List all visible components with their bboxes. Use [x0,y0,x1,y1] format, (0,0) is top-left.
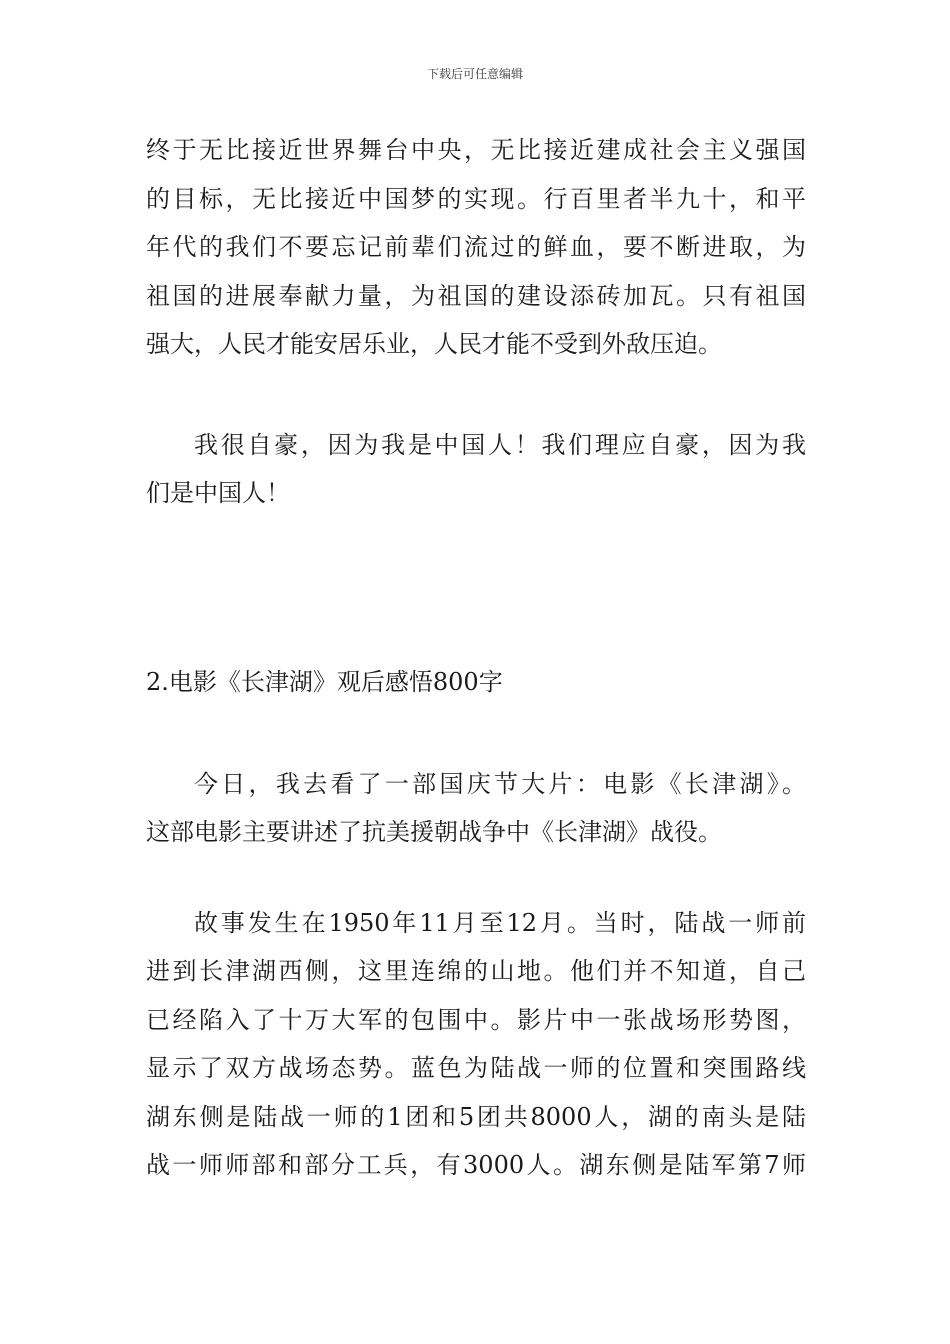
paragraph-2 [146,421,806,518]
paragraph-3 [146,760,806,857]
text-line: 战一师师部和部分工兵，有3000人。湖东侧是陆军第7师 [146,1151,806,1179]
text-line: 祖国的进展奉献力量，为祖国的建设添砖加瓦。只有祖国 [146,281,806,310]
text-line: 显示了双方战场态势。蓝色为陆战一师的位置和突围路线 [146,1054,806,1082]
section-spacer [146,518,806,658]
text-line: 已经陷入了十万大军的包围中。影片中一张战场形势图， [146,1005,806,1034]
text-line: 年代的我们不要忘记前辈们流过的鲜血，要不断进取，为 [146,233,806,261]
text-line: 故事发生在1950年11月至12月。当时，陆战一师前 [194,908,806,937]
text-line: 的目标，无比接近中国梦的实现。行百里者半九十，和平 [146,184,806,213]
text-line: 进到长津湖西侧，这里连绵的山地。他们并不知道，自己 [146,957,806,985]
page-header-note: 下载后可任意编辑 [426,67,523,81]
paragraph-1 [146,126,806,369]
text-line: 强大，人民才能安居乐业，人民才能不受到外敌压迫。 [146,330,722,358]
document-body [146,126,806,1190]
text-line: 这部电影主要讲述了抗美援朝战争中《长津湖》战役。 [146,818,722,846]
section-title: 2.电影《长津湖》观后感悟800字 [146,667,503,696]
paragraph-4 [146,899,806,1190]
paragraph-spacer [146,369,806,421]
text-line: 我很自豪，因为我是中国人！我们理应自豪，因为我 [194,430,806,459]
paragraph-spacer [146,857,806,899]
text-line: 们是中国人！ [146,479,290,507]
text-line: 湖东侧是陆战一师的1团和5团共8000人，湖的南头是陆 [146,1102,806,1131]
paragraph-spacer [146,706,806,760]
text-line: 终于无比接近世界舞台中央，无比接近建成社会主义强国 [146,136,806,164]
text-line: 今日，我去看了一部国庆节大片：电影《长津湖》。 [194,769,806,798]
